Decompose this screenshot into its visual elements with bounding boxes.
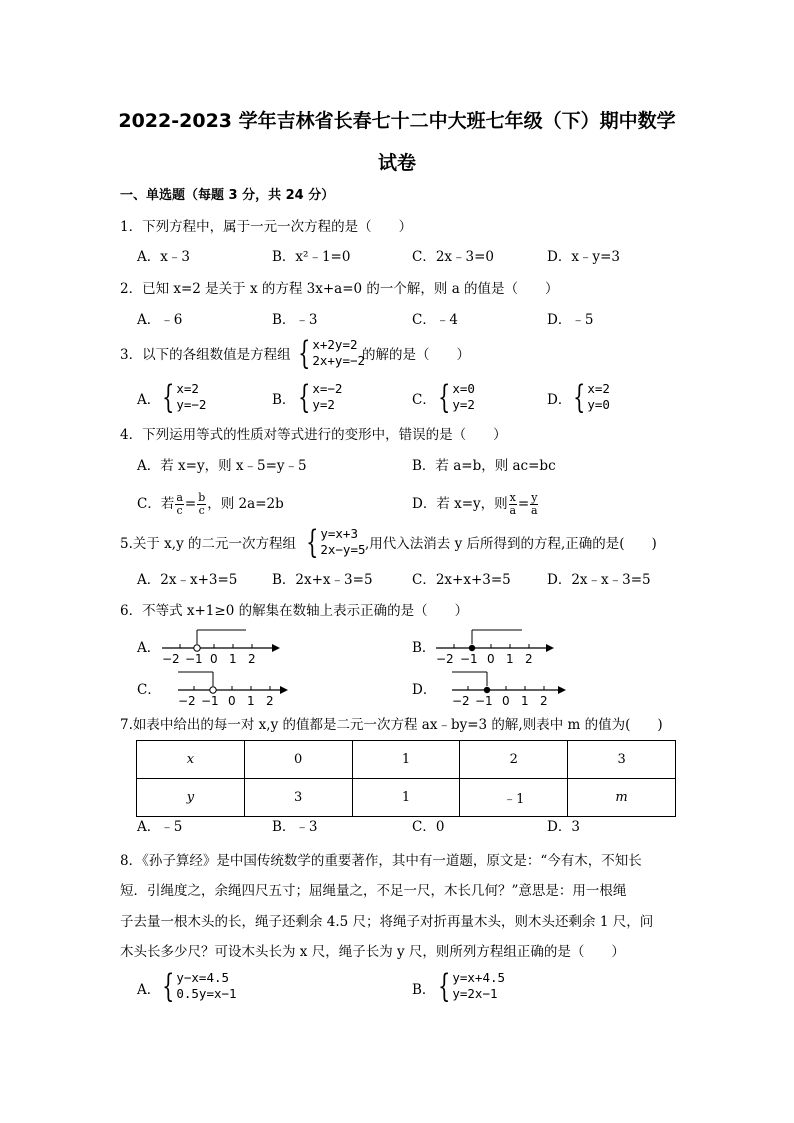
denominator: a <box>531 504 538 517</box>
tick-label: −1 <box>460 652 478 666</box>
table-cell: 3 <box>244 779 352 817</box>
q4-option-b: B．若 a=b，则 ac=bc <box>412 458 556 474</box>
q2-option-d: D．﹣5 <box>547 312 594 328</box>
brace-icon: { <box>438 378 451 416</box>
fraction <box>175 492 184 517</box>
q5-stem-prefix: 5.关于 x,y 的二元一次方程组 <box>120 536 296 552</box>
q3-option-c-label: C． <box>412 392 436 408</box>
question-8-line: 子去量一根木头的长，绳子还剩余 4.5 尺；将绳子对折再量木头，则木头还剩余 1 尺，问 <box>120 914 654 930</box>
tick-label: 0 <box>502 694 510 708</box>
equals-sign: = <box>517 496 530 512</box>
q7-option-c: C．0 <box>412 819 445 835</box>
q6-option-a-label: A． <box>137 640 161 656</box>
tick-label: 0 <box>487 652 495 666</box>
q3-option-d-label: D． <box>547 392 572 408</box>
q1-option-a: A．x﹣3 <box>137 249 190 265</box>
system-line: y=x+3 <box>320 526 358 541</box>
q5-option-c: C．2x+x+3=5 <box>412 572 511 588</box>
denominator: c <box>176 504 183 517</box>
question-8-line: 木头长多少尺？可设木头长为 x 尺，绳子长为 y 尺，则所列方程组正确的是（ ） <box>120 944 625 960</box>
tick-label: −2 <box>436 652 454 666</box>
number-line-a <box>160 626 280 668</box>
numerator: a <box>176 491 183 504</box>
page-title-line2: 试卷 <box>377 152 416 174</box>
q7-value-table <box>136 740 676 817</box>
q1-option-c: C．2x﹣3=0 <box>412 249 495 265</box>
section-heading: 一、单选题（每题 3 分，共 24 分） <box>120 188 335 203</box>
tick-label: 1 <box>521 694 529 708</box>
question-1-stem: 1．下列方程中，属于一元一次方程的是（ ） <box>120 219 413 235</box>
table-row <box>137 741 676 779</box>
q5-equation-system <box>302 523 366 561</box>
option-text: C．若 <box>137 496 175 512</box>
number-line-d <box>450 668 570 710</box>
system-line: 2x+y=−2 <box>312 353 366 368</box>
brace-icon: { <box>298 378 311 416</box>
tick-label: 2 <box>540 694 548 708</box>
system-line: x=2 <box>176 381 199 396</box>
q6-option-b-label: B． <box>412 640 436 656</box>
table-cell: 1 <box>352 741 460 779</box>
tick-label: 2 <box>248 652 256 666</box>
q4-option-c <box>137 492 284 517</box>
system-line: 0.5y=x−1 <box>176 986 237 1001</box>
tick-label: −1 <box>475 694 493 708</box>
q2-option-a: A．﹣6 <box>137 312 183 328</box>
question-8-line: 短．引绳度之，余绳四尺五寸；屈绳量之，不足一尺，木长几何？”意思是：用一根绳 <box>120 883 627 899</box>
brace-icon: { <box>438 967 451 1005</box>
tick-label: −1 <box>185 652 203 666</box>
system-line: x+2y=2 <box>312 337 358 352</box>
table-cell: 2 <box>460 741 568 779</box>
q7-option-a: A．﹣5 <box>137 819 183 835</box>
denominator: c <box>198 504 205 517</box>
fraction <box>530 492 538 517</box>
table-cell: 1 <box>352 779 460 817</box>
question-2-stem: 2．已知 x=2 是关于 x 的方程 3x+a=0 的一个解，则 a 的值是（ ） <box>120 281 559 297</box>
q8-option-b-system <box>434 967 506 1005</box>
tick-label: −2 <box>452 694 470 708</box>
question-7-stem: 7.如表中给出的每一对 x,y 的值都是二元一次方程 ax﹣by=3 的解,则表中 m 的值为( ) <box>120 717 663 733</box>
q3-option-b-system <box>294 378 343 416</box>
q2-option-c: C．﹣4 <box>412 312 458 328</box>
q5-option-a: A．2x﹣x+3=5 <box>137 572 238 588</box>
system-line: 2x−y=5 <box>320 542 366 557</box>
q6-option-d-label: D． <box>412 682 437 698</box>
table-cell: m <box>568 779 676 817</box>
system-line: x=0 <box>452 381 475 396</box>
brace-icon: { <box>573 378 586 416</box>
system-line: y=2x−1 <box>452 986 498 1001</box>
tick-label: 1 <box>247 694 255 708</box>
q8-option-b-label: B． <box>412 982 436 998</box>
q5-stem-suffix: ,用代入法消去 y 后所得到的方程,正确的是( ) <box>365 536 657 552</box>
table-cell: y <box>137 779 245 817</box>
fraction <box>197 492 206 517</box>
option-text: ，则 2a=2b <box>207 496 284 512</box>
system-line: y=−2 <box>176 397 207 412</box>
question-4-stem: 4．下列运用等式的性质对等式进行的变形中，错误的是（ ） <box>120 427 507 443</box>
q7-option-b: B．﹣3 <box>272 819 318 835</box>
number-line-b <box>434 626 554 668</box>
fraction <box>509 492 517 517</box>
page-title: 2022-2023 学年吉林省长春七十二中大班七年级（下）期中数学 <box>118 110 676 132</box>
system-line: y=2 <box>312 397 335 412</box>
q5-option-d: D．2x﹣x﹣3=5 <box>547 572 651 588</box>
q2-option-b: B．﹣3 <box>272 312 318 328</box>
brace-icon: { <box>162 378 175 416</box>
brace-icon: { <box>162 967 175 1005</box>
denominator: a <box>509 504 517 517</box>
q3-option-d-system <box>569 378 610 416</box>
q8-option-a-system <box>158 967 237 1005</box>
system-line: x=2 <box>587 381 610 396</box>
tick-label: 0 <box>228 694 236 708</box>
tick-label: 0 <box>210 652 218 666</box>
tick-label: −2 <box>162 652 180 666</box>
q8-option-a-label: A． <box>137 982 161 998</box>
tick-label: −2 <box>178 694 196 708</box>
table-cell: 3 <box>568 741 676 779</box>
system-line: y−x=4.5 <box>176 970 230 985</box>
q1-option-d: D．x﹣y=3 <box>547 249 620 265</box>
table-cell: ﹣1 <box>460 779 568 817</box>
q3-equation-system <box>294 334 366 372</box>
q3-option-b-label: B． <box>272 392 296 408</box>
tick-label: 1 <box>506 652 514 666</box>
q3-option-a-label: A． <box>137 392 161 408</box>
q5-option-b: B．2x+x﹣3=5 <box>272 572 373 588</box>
question-8-line: 8．《孙子算经》是中国传统数学的重要著作，其中有一道题，原文是：“今有木，不知长 <box>120 853 642 869</box>
table-cell: x <box>137 741 245 779</box>
system-line: y=x+4.5 <box>452 970 506 985</box>
q4-option-d <box>412 492 539 517</box>
q4-option-a: A．若 x=y，则 x﹣5=y﹣5 <box>137 458 307 474</box>
table-row <box>137 779 676 817</box>
number-line-c <box>176 668 296 710</box>
q1-option-b: B．x²﹣1=0 <box>272 249 351 265</box>
question-6-stem: 6．不等式 x+1≥0 的解集在数轴上表示正确的是（ ） <box>120 603 469 619</box>
table-cell: 0 <box>244 741 352 779</box>
numerator: y <box>531 491 538 504</box>
system-line: y=0 <box>587 397 610 412</box>
q3-option-c-system <box>434 378 475 416</box>
system-line: y=2 <box>452 397 475 412</box>
tick-label: −1 <box>201 694 219 708</box>
numerator: b <box>198 491 206 504</box>
brace-icon: { <box>298 334 311 372</box>
tick-label: 2 <box>525 652 533 666</box>
tick-label: 2 <box>266 694 274 708</box>
option-text: D．若 x=y，则 <box>412 496 508 512</box>
system-line: x=−2 <box>312 381 343 396</box>
tick-label: 1 <box>229 652 237 666</box>
q3-option-a-system <box>158 378 207 416</box>
q3-stem-suffix: 的解的是（ ） <box>362 347 470 363</box>
q3-stem-prefix: 3．以下的各组数值是方程组 <box>120 347 291 363</box>
numerator: x <box>509 491 516 504</box>
brace-icon: { <box>306 523 319 561</box>
equals-sign: = <box>184 496 197 512</box>
q7-option-d: D．3 <box>547 819 580 835</box>
q6-option-c-label: C． <box>137 682 161 698</box>
